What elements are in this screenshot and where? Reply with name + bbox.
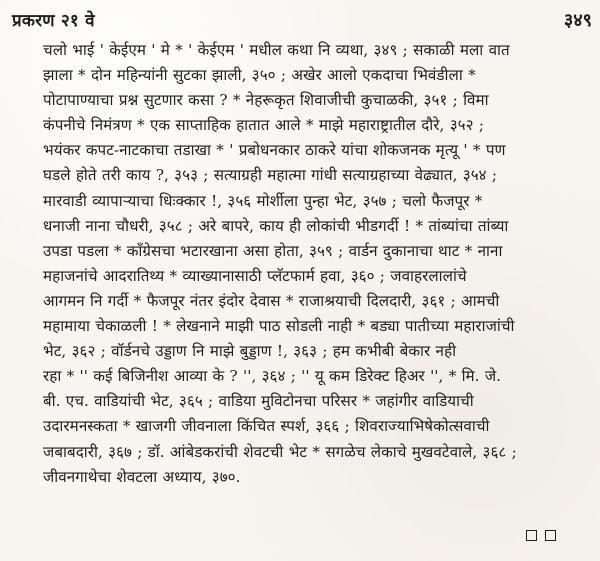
text-line: मारवाडी व्यापाऱ्याचा धिःक्कार !, ३५६ मोर्शीला पुन्हा भेट, ३५७ ; चलो फैजपूर * [43,191,483,210]
text-line: कंपनीचे निमंत्रण * एक साप्ताहिक हातात आले * माझे महाराष्ट्रातील दौरे, ३५२ ; [43,116,484,135]
text-line: जबाबदारी, ३६७ ; डॉ. आंबेडकरांची शेवटची भेट * सगळेच लेकाचे मुखवटेवाले, ३६८ ; [43,442,517,461]
text-line: जीवनगाथेचा शेवटला अध्याय, ३७०. [43,467,241,486]
text-line: आगमन नि गर्दी * फैजपूर नंतर इंदोर देवास * राजाश्रयाची दिलदारी, ३६१ ; आमची [43,291,500,310]
text-line: चलो भाई ' केईएम ' मे * ' केईएम ' मधील कथा नि व्यथा, ३४९ ; सकाळी मला वात [43,41,510,59]
chapter-title: प्रकरण २१ वे [12,11,95,31]
chapter-contents-text [43,38,575,490]
text-line: उदारमनस्कता * खाजगी जीवनाला किंचित स्पर्श, ३६६ ; शिवराज्याभिषेकोत्सवाची [43,417,490,436]
empty-square-icon [545,530,556,541]
page-header [12,8,592,32]
text-line: भेट, ३६२ ; वॉर्डनचे उड्डाण नि माझे बुड्डाण !, ३६३ ; हम कभीबी बेकार नही [43,342,457,361]
text-line: महामाया चेकाळली ! * लेखनाने माझी पाठ सोडली नाही * बड्या पातीच्या महाराजांची [43,317,515,336]
text-line: भयंकर कपट-नाटकाचा तडाखा * ' प्रबोधनकार ठाकरे यांचा शोकजनक मृत्यू ' * पण [43,141,506,160]
end-of-chapter-marks [526,530,556,541]
text-line: रहा * '' कई बिजिनीश आव्या के ? '', ३६४ ; '' यू कम डिरेक्ट हिअर '', * मि. जे. [43,367,502,386]
text-line: पोटापाण्याचा प्रश्न सुटणार कसा ? * नेहरूकृत शिवाजीची कुचाळकी, ३५१ ; विमा [43,91,489,110]
text-line: उपडा पडला * काँग्रेसचा भटारखाना असा होता, ३५९ ; वार्डन दुकानाचा थाट * नाना [43,241,503,260]
text-line: झाला * दोन महिन्यांनी सुटका झाली, ३५० ; अखेर आलो एकदाचा भिवंडीला * [43,66,476,85]
text-line: धनाजी नाना चौधरी, ३५८ ; अरे बापरे, काय ही लोकांची भीडगर्दी ! * तांब्यांचा तांब्या [43,216,509,235]
empty-square-icon [526,530,537,541]
text-line: घडले होते तरी काय ?, ३५३ ; सत्याग्रही महात्मा गांधी सत्याग्रहाच्या वेढ्यात, ३५४ ; [43,166,498,185]
text-line: महाजनांचे आदरातिथ्य * व्याख्यानासाठी प्लॅटफार्म हवा, ३६० ; जवाहरलालांचे [43,266,467,285]
text-line: बी. एच. वाडियांची भेट, ३६५ ; वाडिया मुविटोनचा परिसर * जहांगीर वाडियाची [43,392,474,411]
page-number: ३४९ [563,10,592,31]
